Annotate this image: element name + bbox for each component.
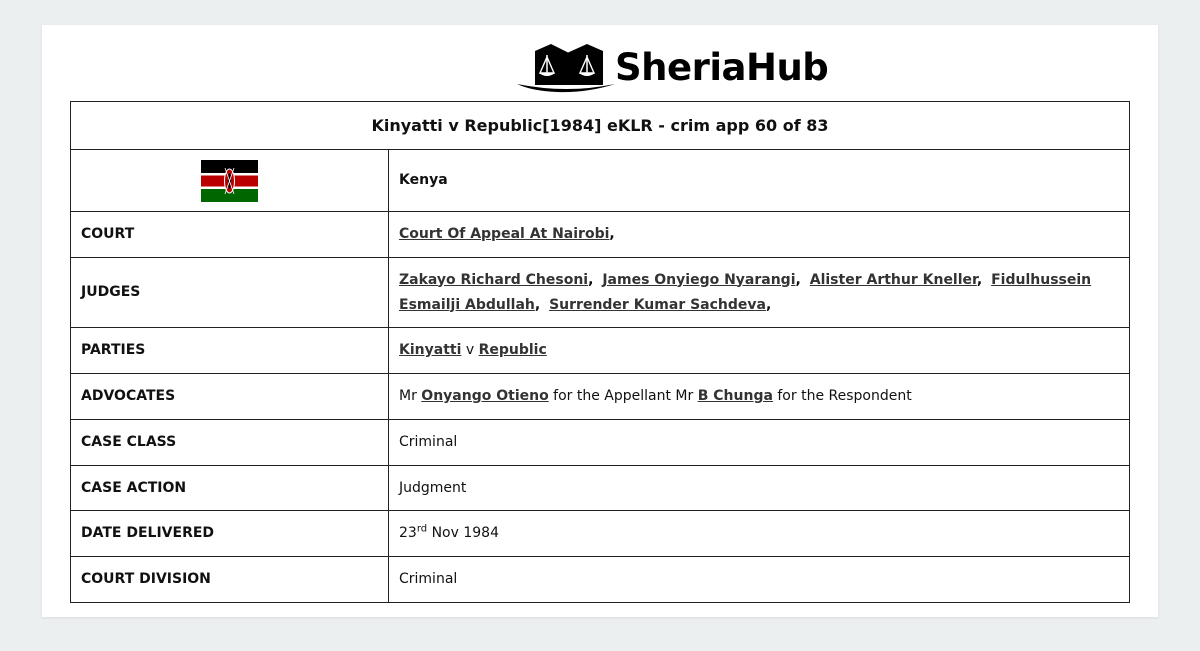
judge-link[interactable]: Alister Arthur Kneller <box>809 271 977 288</box>
date-ordinal: rd <box>416 523 428 535</box>
country-name: Kenya <box>389 150 1130 212</box>
brand-name: SheriaHub <box>615 46 829 89</box>
case-title: Kinyatti v Republic[1984] eKLR - crim app 60 of 83 <box>71 102 1130 150</box>
advocate-link-appellant[interactable]: Onyango Otieno <box>421 388 549 404</box>
parties-row <box>71 328 1130 374</box>
case-class-label: CASE CLASS <box>71 420 389 466</box>
parties-joiner: v <box>465 342 475 358</box>
advocates-row <box>71 374 1130 420</box>
judges-label: JUDGES <box>71 258 389 328</box>
judge-separator: , <box>534 296 541 313</box>
advocates-label: ADVOCATES <box>71 374 389 420</box>
date-month-year: Nov 1984 <box>431 525 499 541</box>
date-day: 23 <box>399 525 417 541</box>
parties-value <box>389 328 1130 374</box>
court-value <box>389 212 1130 258</box>
advocate-link-respondent[interactable]: B Chunga <box>697 388 773 404</box>
date-delivered-row <box>71 511 1130 557</box>
date-delivered-value <box>389 511 1130 557</box>
court-row <box>71 212 1130 258</box>
sheriahub-logo[interactable] <box>517 43 828 93</box>
country-row <box>71 150 1130 212</box>
advocate-role-respondent: for the Respondent <box>777 388 912 404</box>
case-action-value: Judgment <box>389 466 1130 511</box>
court-link[interactable]: Court Of Appeal At Nairobi <box>399 226 610 242</box>
court-division-label: COURT DIVISION <box>71 557 389 603</box>
case-card <box>42 25 1158 617</box>
judges-row <box>71 258 1130 328</box>
judge-separator: , <box>795 271 801 288</box>
judges-value <box>389 258 1130 328</box>
party-link-appellant[interactable]: Kinyatti <box>399 342 462 358</box>
judge-link[interactable]: Fidulhussein Esmailji Abdullah <box>399 271 1092 313</box>
judge-separator: , <box>976 271 983 288</box>
kenya-flag-icon <box>201 160 258 202</box>
court-label: COURT <box>71 212 389 258</box>
judge-link[interactable]: Zakayo Richard Chesoni <box>399 271 589 288</box>
case-action-row <box>71 466 1130 511</box>
flag-cell <box>71 150 389 212</box>
case-class-value: Criminal <box>389 420 1130 466</box>
parties-label: PARTIES <box>71 328 389 374</box>
judge-link[interactable]: Surrender Kumar Sachdeva <box>549 296 766 313</box>
court-division-value: Criminal <box>389 557 1130 603</box>
case-details-table <box>70 101 1130 603</box>
judge-link[interactable]: James Onyiego Nyarangi <box>602 271 796 288</box>
court-suffix: , <box>609 226 615 242</box>
case-action-label: CASE ACTION <box>71 466 389 511</box>
advocate-role-appellant: for the Appellant Mr <box>553 388 694 404</box>
date-delivered-label: DATE DELIVERED <box>71 511 389 557</box>
advocate-prefix: Mr <box>399 388 417 404</box>
party-link-respondent[interactable]: Republic <box>478 342 547 358</box>
judge-separator: , <box>765 296 772 313</box>
court-division-row <box>71 557 1130 603</box>
advocates-value <box>389 374 1130 420</box>
case-class-row <box>71 420 1130 466</box>
title-row <box>71 102 1130 150</box>
scales-of-justice-logo-icon <box>517 43 615 93</box>
judge-separator: , <box>588 271 594 288</box>
